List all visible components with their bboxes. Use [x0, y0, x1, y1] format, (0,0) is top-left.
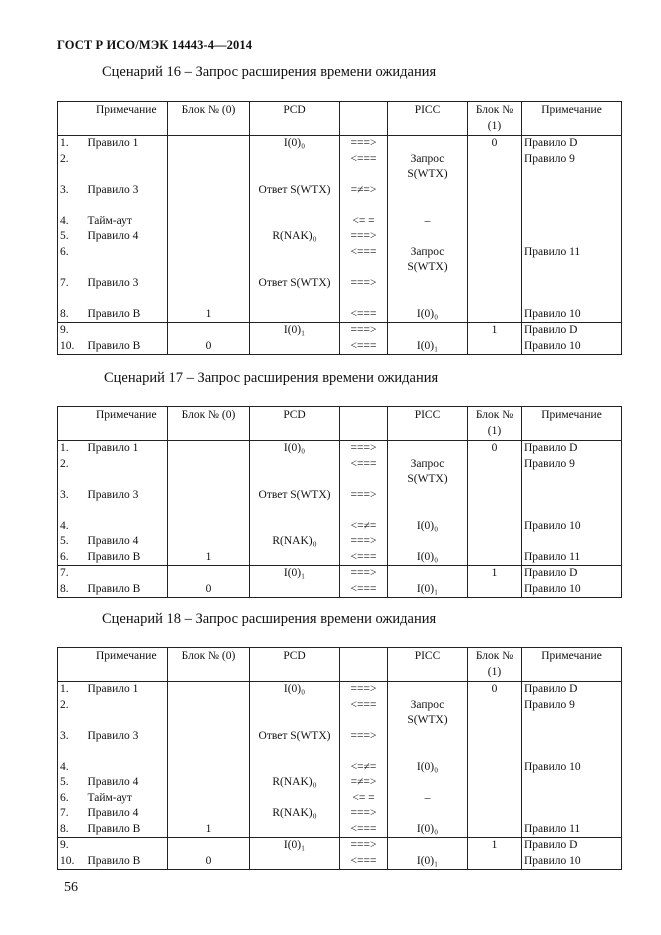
picc-cell [388, 323, 468, 339]
row-note-2 [522, 229, 622, 245]
row-number: 8. [58, 582, 86, 598]
block-0 [168, 791, 250, 807]
direction-arrow: ===> [340, 566, 388, 582]
direction-arrow: ===> [340, 229, 388, 245]
pcd-cell [250, 457, 340, 488]
picc-cell [388, 229, 468, 245]
row-note [86, 152, 168, 183]
pcd-cell [250, 822, 340, 838]
table-row [58, 791, 622, 807]
row-note: Правило В [86, 339, 168, 355]
row-note: Правило 4 [87, 807, 139, 819]
block-0 [168, 775, 250, 791]
direction-arrow: ===> [340, 682, 388, 698]
row-note-2 [522, 276, 622, 307]
table-row [58, 488, 622, 519]
table-row [58, 245, 622, 276]
direction-arrow: <=== [340, 152, 388, 183]
row-number: 10. [58, 854, 86, 870]
column-header [58, 102, 86, 136]
picc-cell: – [388, 791, 468, 807]
row-number: 5. [58, 229, 86, 245]
row-note: Тайм-аут [87, 214, 132, 227]
table-row [58, 822, 622, 838]
picc-cell [388, 183, 468, 214]
row-note-2: Правило D [522, 682, 622, 698]
column-header: Блок № (1) [468, 648, 522, 682]
row-number: 4. [58, 760, 86, 776]
row-number: 2. [58, 457, 86, 488]
block-0 [168, 760, 250, 776]
row-note [86, 838, 168, 854]
column-header: Блок № (1) [468, 102, 522, 136]
block-0 [168, 806, 250, 822]
row-note [86, 323, 168, 339]
column-header: PCD [250, 102, 340, 136]
block-0 [168, 245, 250, 276]
table-row [58, 582, 622, 598]
block-1 [468, 519, 522, 535]
row-note: Правило 1 [87, 683, 139, 695]
row-number: 4. [58, 214, 86, 230]
row-note: Правило В [87, 822, 141, 835]
picc-cell: I(0)₀ [388, 307, 468, 323]
column-header: Примечание [86, 102, 168, 136]
row-note-2: Правило 10 [522, 760, 622, 776]
row-note [86, 457, 168, 488]
table-row [58, 441, 622, 457]
row-note-2: Правило D [522, 441, 622, 457]
column-header: Примечание [86, 407, 168, 441]
row-number: 7. [58, 806, 86, 822]
block-0 [168, 152, 250, 183]
row-number: 8. [58, 307, 86, 323]
block-1: 1 [468, 323, 522, 339]
picc-cell [388, 276, 468, 307]
block-1 [468, 229, 522, 245]
picc-cell [388, 838, 468, 854]
table-row [58, 307, 622, 323]
row-note-2: Правило 10 [522, 519, 622, 535]
row-note-2: Правило D [522, 838, 622, 854]
scenario-caption: Сценарий 18 – Запрос расширения времени ожидания [102, 611, 437, 627]
row-note: Правило 4 [87, 535, 139, 547]
picc-cell: Запрос S(WTX) [388, 245, 468, 276]
block-1: 1 [468, 838, 522, 854]
row-note-2 [522, 729, 622, 760]
table-row [58, 214, 622, 230]
block-0 [168, 441, 250, 457]
row-note-2: Правило 10 [522, 307, 622, 323]
block-1 [468, 245, 522, 276]
direction-arrow: <= = [340, 214, 388, 230]
block-1 [468, 534, 522, 550]
picc-cell: – [388, 214, 468, 230]
table-row [58, 550, 622, 566]
table-row [58, 136, 622, 152]
block-1 [468, 307, 522, 323]
block-1 [468, 550, 522, 566]
block-1: 0 [468, 136, 522, 152]
pcd-cell [250, 214, 340, 230]
row-note: Правило 1 [87, 137, 139, 149]
block-1 [468, 806, 522, 822]
column-header: PCD [250, 648, 340, 682]
direction-arrow: ===> [340, 534, 388, 550]
direction-arrow: <=== [340, 582, 388, 598]
pcd-cell: I(0)₀ [250, 136, 340, 152]
block-1 [468, 822, 522, 838]
row-number: 3. [58, 729, 86, 760]
pcd-cell [250, 152, 340, 183]
block-0: 0 [168, 582, 250, 598]
row-number: 9. [58, 323, 86, 339]
direction-arrow: ===> [340, 136, 388, 152]
row-note-2: Правило D [522, 323, 622, 339]
pcd-cell: R(NAK)₀ [250, 806, 340, 822]
row-note-2: Правило 10 [522, 339, 622, 355]
row-note [86, 519, 168, 535]
row-note-2 [522, 791, 622, 807]
block-0 [168, 534, 250, 550]
picc-cell [388, 136, 468, 152]
pcd-cell: Ответ S(WTX) [250, 183, 340, 214]
row-note: Правило 4 [87, 230, 139, 242]
row-note: Правило В [86, 854, 168, 870]
pcd-cell: R(NAK)₀ [250, 534, 340, 550]
row-number: 9. [58, 838, 86, 854]
column-header: Блок № (1) [468, 407, 522, 441]
direction-arrow: <= = [340, 791, 388, 807]
row-number: 2. [58, 698, 86, 729]
row-note [86, 698, 168, 729]
block-1 [468, 582, 522, 598]
column-header [58, 648, 86, 682]
table-row [58, 760, 622, 776]
picc-cell [388, 441, 468, 457]
picc-cell [388, 729, 468, 760]
block-1: 0 [468, 441, 522, 457]
direction-arrow: <=≠= [340, 519, 388, 535]
row-note: Правило 3 [87, 729, 139, 742]
picc-cell: I(0)₀ [388, 760, 468, 776]
table-row [58, 854, 622, 870]
table-row [58, 729, 622, 760]
row-note: Правило В [86, 582, 168, 598]
row-number: 3. [58, 183, 86, 214]
row-note-2 [522, 488, 622, 519]
picc-cell: I(0)₀ [388, 822, 468, 838]
direction-arrow: <=== [340, 854, 388, 870]
block-1 [468, 457, 522, 488]
table-row [58, 838, 622, 854]
row-number: 10. [58, 339, 86, 355]
block-0 [168, 682, 250, 698]
row-note-2 [522, 183, 622, 214]
pcd-cell: I(0)₁ [250, 838, 340, 854]
row-number: 1. [58, 441, 86, 457]
row-note-2: Правило 10 [522, 854, 622, 870]
block-0 [168, 519, 250, 535]
row-note: Правило 3 [87, 276, 139, 289]
column-header: Блок № (0) [168, 407, 250, 441]
row-number: 7. [58, 566, 86, 582]
table-row [58, 183, 622, 214]
page-number: 56 [64, 880, 78, 895]
direction-arrow: <=== [340, 339, 388, 355]
direction-arrow: <=== [340, 698, 388, 729]
block-1 [468, 152, 522, 183]
picc-cell: I(0)₁ [388, 339, 468, 355]
pcd-cell [250, 698, 340, 729]
block-0 [168, 229, 250, 245]
direction-arrow: ===> [340, 806, 388, 822]
column-header: PICC [388, 102, 468, 136]
pcd-cell [250, 791, 340, 807]
block-1: 0 [468, 682, 522, 698]
picc-cell [388, 775, 468, 791]
picc-cell: I(0)₁ [388, 854, 468, 870]
row-note-2 [522, 534, 622, 550]
row-number: 6. [58, 550, 86, 566]
pcd-cell [250, 339, 340, 355]
row-number: 5. [58, 775, 86, 791]
block-0 [168, 698, 250, 729]
scenario-caption: Сценарий 17 – Запрос расширения времени ожидания [104, 370, 439, 386]
picc-cell [388, 682, 468, 698]
block-0 [168, 729, 250, 760]
row-note-2: Правило 10 [522, 582, 622, 598]
block-0 [168, 838, 250, 854]
row-number: 2. [58, 152, 86, 183]
table-row [58, 806, 622, 822]
block-0: 0 [168, 339, 250, 355]
block-1 [468, 791, 522, 807]
scenario-table [57, 406, 622, 598]
direction-arrow: <=== [340, 822, 388, 838]
pcd-cell: Ответ S(WTX) [250, 729, 340, 760]
column-header: Блок № (0) [168, 102, 250, 136]
block-0 [168, 457, 250, 488]
row-note: Правило В [87, 307, 141, 320]
row-number: 1. [58, 682, 86, 698]
table-row [58, 775, 622, 791]
column-header: PICC [388, 407, 468, 441]
pcd-cell: R(NAK)₀ [250, 229, 340, 245]
block-0 [168, 276, 250, 307]
table-row [58, 229, 622, 245]
block-1 [468, 729, 522, 760]
row-note: Правило 3 [87, 183, 139, 196]
block-0: 1 [168, 550, 250, 566]
picc-cell [388, 488, 468, 519]
row-note-2 [522, 806, 622, 822]
row-note-2: Правило 11 [522, 822, 622, 838]
row-note-2: Правило 11 [522, 245, 622, 276]
column-header: Примечание [522, 648, 622, 682]
row-number: 3. [58, 488, 86, 519]
pcd-cell [250, 550, 340, 566]
row-note [86, 760, 168, 776]
row-note [86, 566, 168, 582]
table-row [58, 457, 622, 488]
row-note-2: Правило 11 [522, 550, 622, 566]
column-header [340, 648, 388, 682]
block-0 [168, 566, 250, 582]
block-0 [168, 136, 250, 152]
column-header: Примечание [522, 102, 622, 136]
row-number: 5. [58, 534, 86, 550]
scenario-caption: Сценарий 16 – Запрос расширения времени ожидания [102, 64, 437, 80]
pcd-cell [250, 582, 340, 598]
pcd-cell: Ответ S(WTX) [250, 276, 340, 307]
picc-cell: Запрос S(WTX) [388, 457, 468, 488]
direction-arrow: ===> [340, 276, 388, 307]
row-number: 7. [58, 276, 86, 307]
picc-cell: I(0)₀ [388, 519, 468, 535]
table-row [58, 566, 622, 582]
table-row [58, 519, 622, 535]
picc-cell: Запрос S(WTX) [388, 698, 468, 729]
table-row [58, 276, 622, 307]
pcd-cell: Ответ S(WTX) [250, 488, 340, 519]
block-1 [468, 214, 522, 230]
block-1: 1 [468, 566, 522, 582]
block-0: 1 [168, 822, 250, 838]
direction-arrow: ===> [340, 441, 388, 457]
row-note-2 [522, 214, 622, 230]
row-note-2: Правило 9 [522, 698, 622, 729]
pcd-cell [250, 519, 340, 535]
column-header: Блок № (0) [168, 648, 250, 682]
pcd-cell: I(0)₁ [250, 323, 340, 339]
block-0: 1 [168, 307, 250, 323]
pcd-cell [250, 245, 340, 276]
column-header: PICC [388, 648, 468, 682]
pcd-cell [250, 854, 340, 870]
row-note: Правило 4 [87, 776, 139, 788]
picc-cell: I(0)₁ [388, 582, 468, 598]
direction-arrow: <=== [340, 550, 388, 566]
block-1 [468, 183, 522, 214]
row-note: Правило 3 [87, 488, 139, 501]
row-note: Правило 1 [87, 442, 139, 454]
table-row [58, 698, 622, 729]
direction-arrow: ===> [340, 838, 388, 854]
column-header: Примечание [86, 648, 168, 682]
table-row [58, 534, 622, 550]
pcd-cell: R(NAK)₀ [250, 775, 340, 791]
block-1 [468, 276, 522, 307]
row-note-2: Правило 9 [522, 457, 622, 488]
row-number: 6. [58, 791, 86, 807]
pcd-cell: I(0)₁ [250, 566, 340, 582]
column-header: Примечание [522, 407, 622, 441]
block-1 [468, 698, 522, 729]
pcd-cell [250, 760, 340, 776]
row-note: Правило В [87, 550, 141, 563]
table-row [58, 152, 622, 183]
column-header [58, 407, 86, 441]
direction-arrow: <=== [340, 307, 388, 323]
row-note-2 [522, 775, 622, 791]
block-1 [468, 339, 522, 355]
document-header: ГОСТ Р ИСО/МЭК 14443-4—2014 [57, 38, 253, 52]
picc-cell: I(0)₀ [388, 550, 468, 566]
direction-arrow: =≠=> [340, 775, 388, 791]
block-0 [168, 488, 250, 519]
block-0: 0 [168, 854, 250, 870]
row-note-2: Правило D [522, 136, 622, 152]
scenario-table [57, 101, 622, 355]
direction-arrow: <=== [340, 245, 388, 276]
column-header [340, 407, 388, 441]
column-header [340, 102, 388, 136]
direction-arrow: ===> [340, 729, 388, 760]
direction-arrow: <=== [340, 457, 388, 488]
pcd-cell: I(0)₀ [250, 682, 340, 698]
block-1 [468, 488, 522, 519]
block-0 [168, 323, 250, 339]
table-row [58, 339, 622, 355]
row-note-2: Правило D [522, 566, 622, 582]
column-header: PCD [250, 407, 340, 441]
direction-arrow: ===> [340, 323, 388, 339]
picc-cell [388, 566, 468, 582]
block-1 [468, 760, 522, 776]
pcd-cell [250, 307, 340, 323]
picc-cell: Запрос S(WTX) [388, 152, 468, 183]
picc-cell [388, 534, 468, 550]
direction-arrow: <=≠= [340, 760, 388, 776]
row-number: 4. [58, 519, 86, 535]
row-note [86, 245, 168, 276]
direction-arrow: ===> [340, 488, 388, 519]
pcd-cell: I(0)₀ [250, 441, 340, 457]
scenario-table [57, 647, 622, 870]
direction-arrow: =≠=> [340, 183, 388, 214]
row-number: 1. [58, 136, 86, 152]
block-1 [468, 854, 522, 870]
row-number: 6. [58, 245, 86, 276]
row-note-2: Правило 9 [522, 152, 622, 183]
block-1 [468, 775, 522, 791]
row-number: 8. [58, 822, 86, 838]
table-row [58, 323, 622, 339]
block-0 [168, 214, 250, 230]
row-note: Тайм-аут [87, 791, 132, 804]
block-0 [168, 183, 250, 214]
table-row [58, 682, 622, 698]
picc-cell [388, 806, 468, 822]
